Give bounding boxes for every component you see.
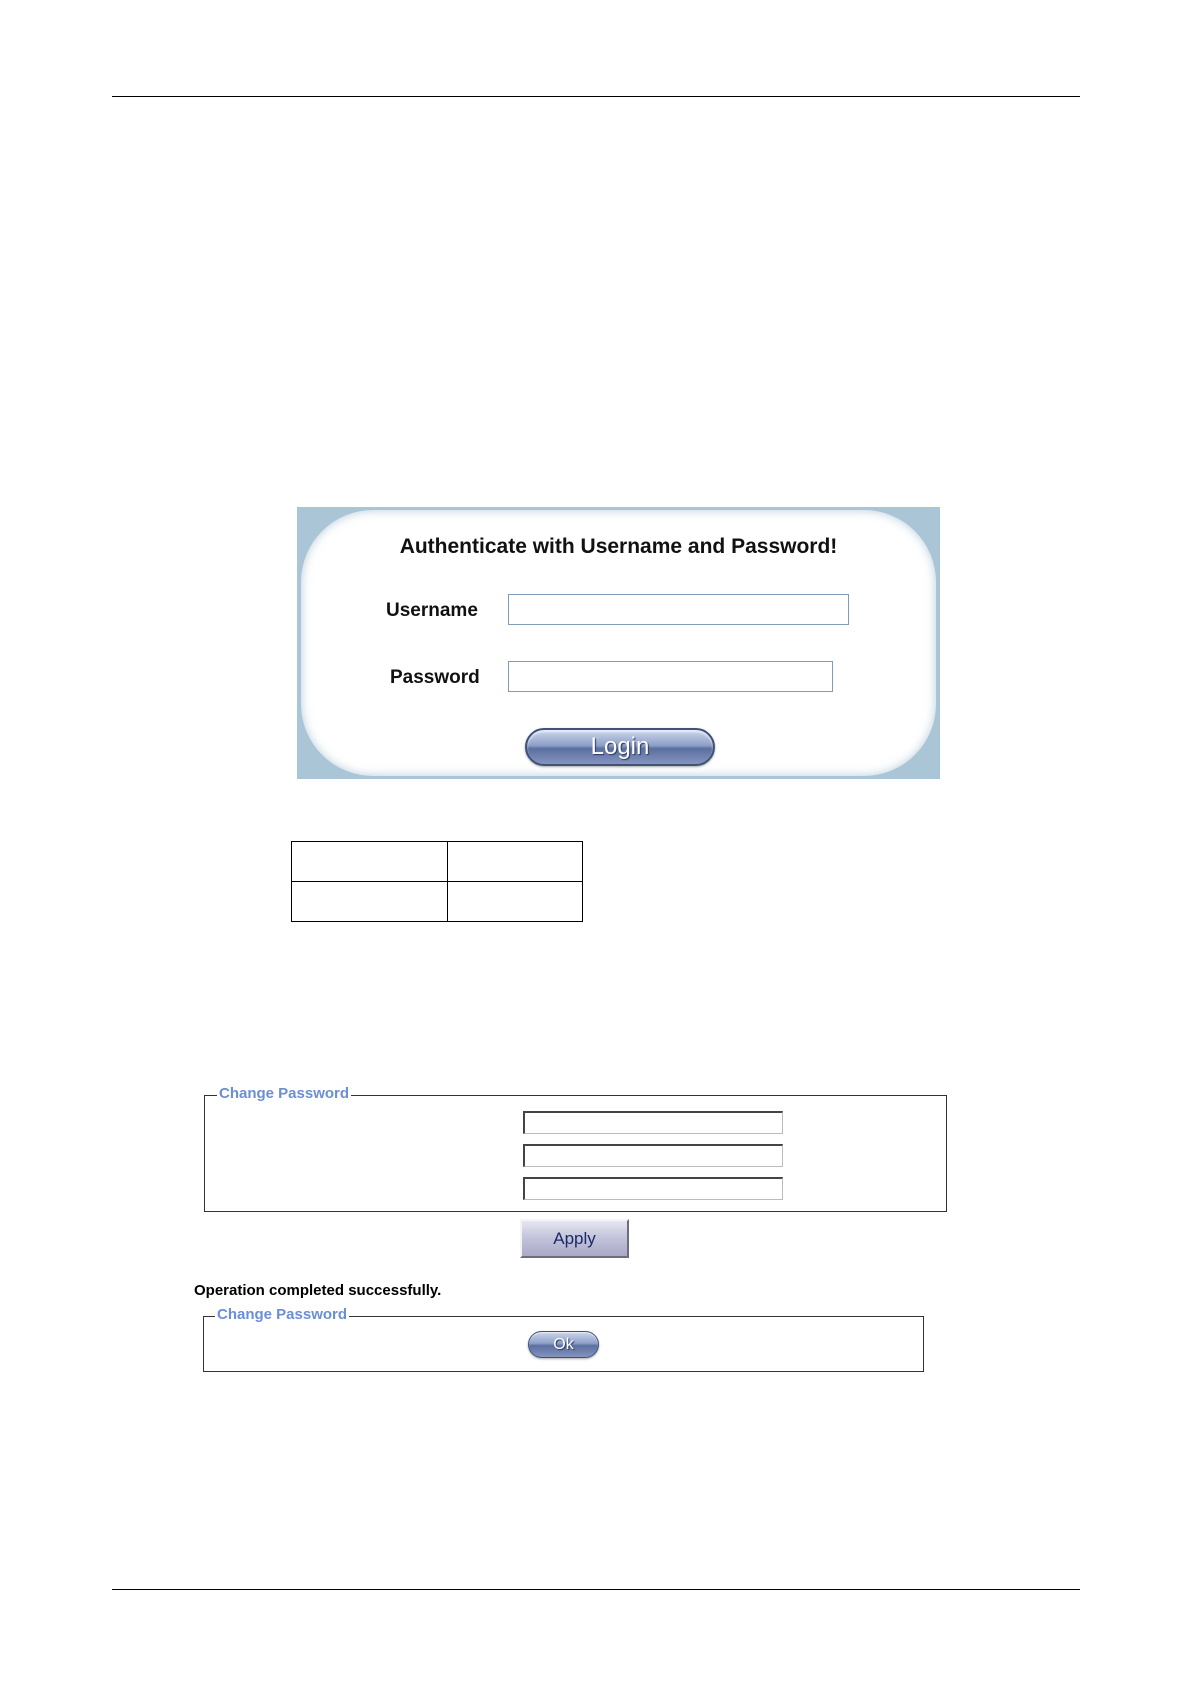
header-rule	[112, 96, 1080, 97]
footer-rule	[112, 1589, 1080, 1590]
status-message: Operation completed successfully.	[194, 1282, 442, 1299]
change-password-legend: Change Password	[219, 1085, 350, 1102]
confirm-password-input[interactable]	[523, 1177, 783, 1200]
login-button[interactable]: Login	[525, 728, 715, 766]
confirm-password-row	[205, 1177, 948, 1201]
change-password-result-legend: Change Password	[217, 1306, 348, 1323]
login-panel	[301, 510, 936, 776]
old-password-input[interactable]	[523, 1111, 783, 1134]
old-password-row	[205, 1111, 948, 1135]
login-title: Authenticate with Username and Password!	[399, 535, 838, 558]
table-row	[292, 842, 583, 882]
login-screen	[297, 507, 940, 779]
table-row	[292, 882, 583, 922]
table-cell	[292, 842, 448, 882]
change-password-result-fieldset	[203, 1306, 924, 1372]
password-label: Password	[390, 667, 480, 688]
table-cell	[448, 882, 583, 922]
new-password-row	[205, 1144, 948, 1168]
ok-button[interactable]: Ok	[528, 1331, 599, 1358]
credentials-table	[291, 841, 583, 922]
username-label: Username	[386, 600, 478, 621]
change-password-fieldset	[204, 1085, 947, 1212]
table-cell	[292, 882, 448, 922]
apply-button[interactable]: Apply	[520, 1219, 629, 1258]
username-input[interactable]	[508, 594, 849, 625]
password-input[interactable]	[508, 661, 833, 692]
new-password-input[interactable]	[523, 1144, 783, 1167]
table-cell	[448, 842, 583, 882]
